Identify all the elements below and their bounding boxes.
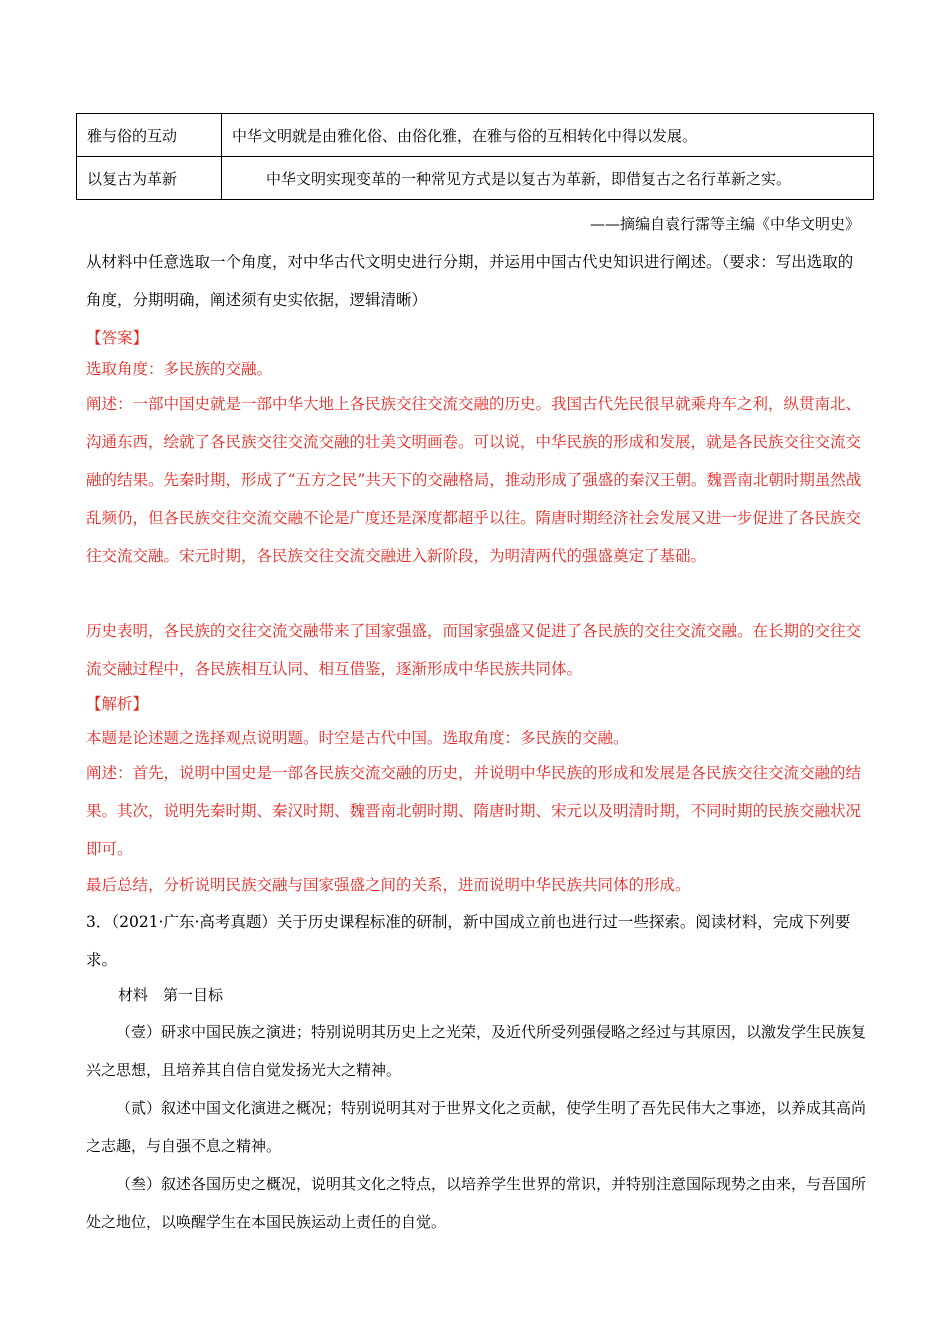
analysis-paragraph-1: 本题是论述题之选择观点说明题。时空是古代中国。选取角度：多民族的交融。 [86, 729, 629, 747]
table-key-cell: 以复古为革新 [77, 157, 222, 200]
table-row [77, 157, 874, 200]
material-item: （叁）叙述各国历史之概况，说明其文化之特点，以培养学生世界的常识，并特别注意国际现势之由来，与吾国所处之地位，以唤醒学生在本国民族运动上责任的自觉。 [86, 1175, 867, 1231]
source-citation: ——摘编自袁行霈等主编《中华文明史》 [589, 215, 860, 233]
analysis-label: 【解析】 [86, 695, 149, 713]
table-key-cell: 雅与俗的互动 [77, 114, 222, 157]
question-text: 从材料中任意选取一个角度，对中华古代文明史进行分期，并运用中国古代史知识进行阐述。（要求：写出选取的角度，分期明确，阐述须有史实依据，逻辑清晰） [86, 253, 854, 309]
material-item: （贰）叙述中国文化演进之概况；特别说明其对于世界文化之贡献，使学生明了吾先民伟大之事迹，以养成其高尚之志趣，与自强不息之精神。 [86, 1099, 867, 1155]
answer-paragraph-2: 历史表明，各民族的交往交流交融带来了国家强盛，而国家强盛又促进了各民族的交往交流交融。在长期的交往交流交融过程中，各民族相互认同、相互借鉴，逐渐形成中华民族共同体。 [86, 622, 862, 678]
table-value-cell: 中华文明实现变革的一种常见方式是以复古为革新，即借复古之名行革新之实。 [222, 157, 874, 200]
concept-table [76, 113, 874, 200]
table-value-cell: 中华文明就是由雅化俗、由俗化雅，在雅与俗的互相转化中得以发展。 [222, 114, 874, 157]
table-row [77, 114, 874, 157]
analysis-paragraph-2: 阐述：首先，说明中国史是一部各民族交流交融的历史，并说明中华民族的形成和发展是各民族交往交流交融的结果。其次，说明先秦时期、秦汉时期、魏晋南北朝时期、隋唐时期、宋元以及明清时期，不同时期的民族交融状况即可。 [86, 764, 862, 858]
question-3-text: 3．（2021·广东·高考真题）关于历史课程标准的研制，新中国成立前也进行过一些探索。阅读材料，完成下列要求。 [86, 913, 851, 969]
answer-label: 【答案】 [86, 329, 149, 347]
answer-angle: 选取角度：多民族的交融。 [86, 360, 273, 378]
answer-paragraph-1: 阐述：一部中国史就是一部中华大地上各民族交往交流交融的历史。我国古代先民很早就乘舟车之利，纵贯南北、沟通东西，绘就了各民族交往交流交融的壮美文明画卷。可以说，中华民族的形成和发展，就是各民族交往交流交融的结果。先秦时期，形成了“五方之民”共天下的交融格局，推动形成了强盛的秦汉王朝。魏晋南北朝时期虽然战乱频仍，但各民族交往交流交融不论是广度还是深度都超乎以往。隋唐时期经济社会发展又进一步促进了各民族交往交流交融。宋元时期，各民族交往交流交融进入新阶段，为明清两代的强盛奠定了基础。 [86, 395, 862, 565]
material-item: （壹）研求中国民族之演进；特别说明其历史上之光荣，及近代所受列强侵略之经过与其原因，以激发学生民族复兴之思想，且培养其自信自觉发扬光大之精神。 [86, 1023, 867, 1079]
material-title: 材料 第一目标 [118, 986, 224, 1004]
analysis-paragraph-3: 最后总结，分析说明民族交融与国家强盛之间的关系，进而说明中华民族共同体的形成。 [86, 876, 691, 894]
